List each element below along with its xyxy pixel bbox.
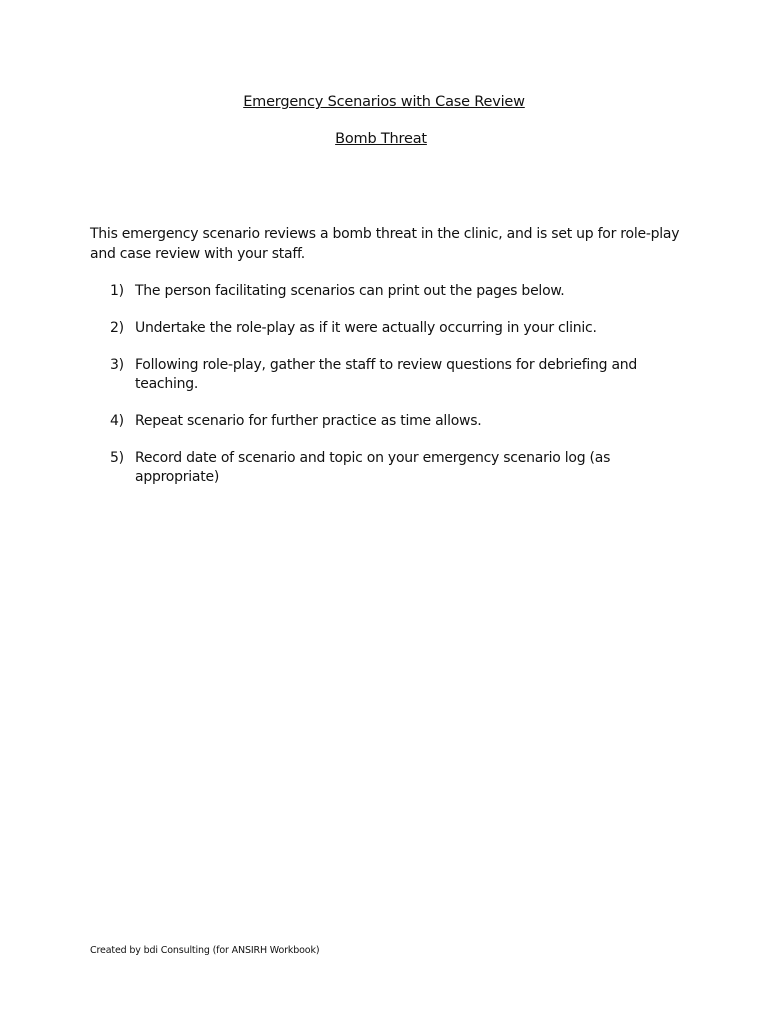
step-number: 5)	[110, 450, 124, 466]
step-text: Record date of scenario and topic on your emergency scenario log (as appropriate)	[135, 450, 611, 485]
step-number: 3)	[110, 357, 124, 373]
intro-paragraph: This emergency scenario reviews a bomb threat in the clinic, and is set up for role-play and case review with your staff.	[90, 226, 680, 262]
list-item	[110, 449, 670, 487]
step-text: Undertake the role-play as if it were actually occurring in your clinic.	[135, 320, 597, 336]
step-number: 1)	[110, 283, 124, 299]
step-text: The person facilitating scenarios can print out the pages below.	[135, 283, 565, 299]
document-title: Emergency Scenarios with Case Review	[243, 94, 525, 110]
page-footer: Created by bdi Consulting (for ANSIRH Workbook)	[90, 945, 320, 956]
step-number: 4)	[110, 413, 124, 429]
document-subtitle: Bomb Threat	[335, 131, 427, 147]
list-item	[110, 319, 670, 338]
list-item	[110, 282, 670, 301]
steps-list	[110, 282, 670, 505]
list-item	[110, 356, 670, 394]
list-item	[110, 412, 670, 431]
step-text: Repeat scenario for further practice as time allows.	[135, 413, 482, 429]
step-text: Following role-play, gather the staff to review questions for debriefing and teaching.	[135, 357, 638, 392]
step-number: 2)	[110, 320, 124, 336]
